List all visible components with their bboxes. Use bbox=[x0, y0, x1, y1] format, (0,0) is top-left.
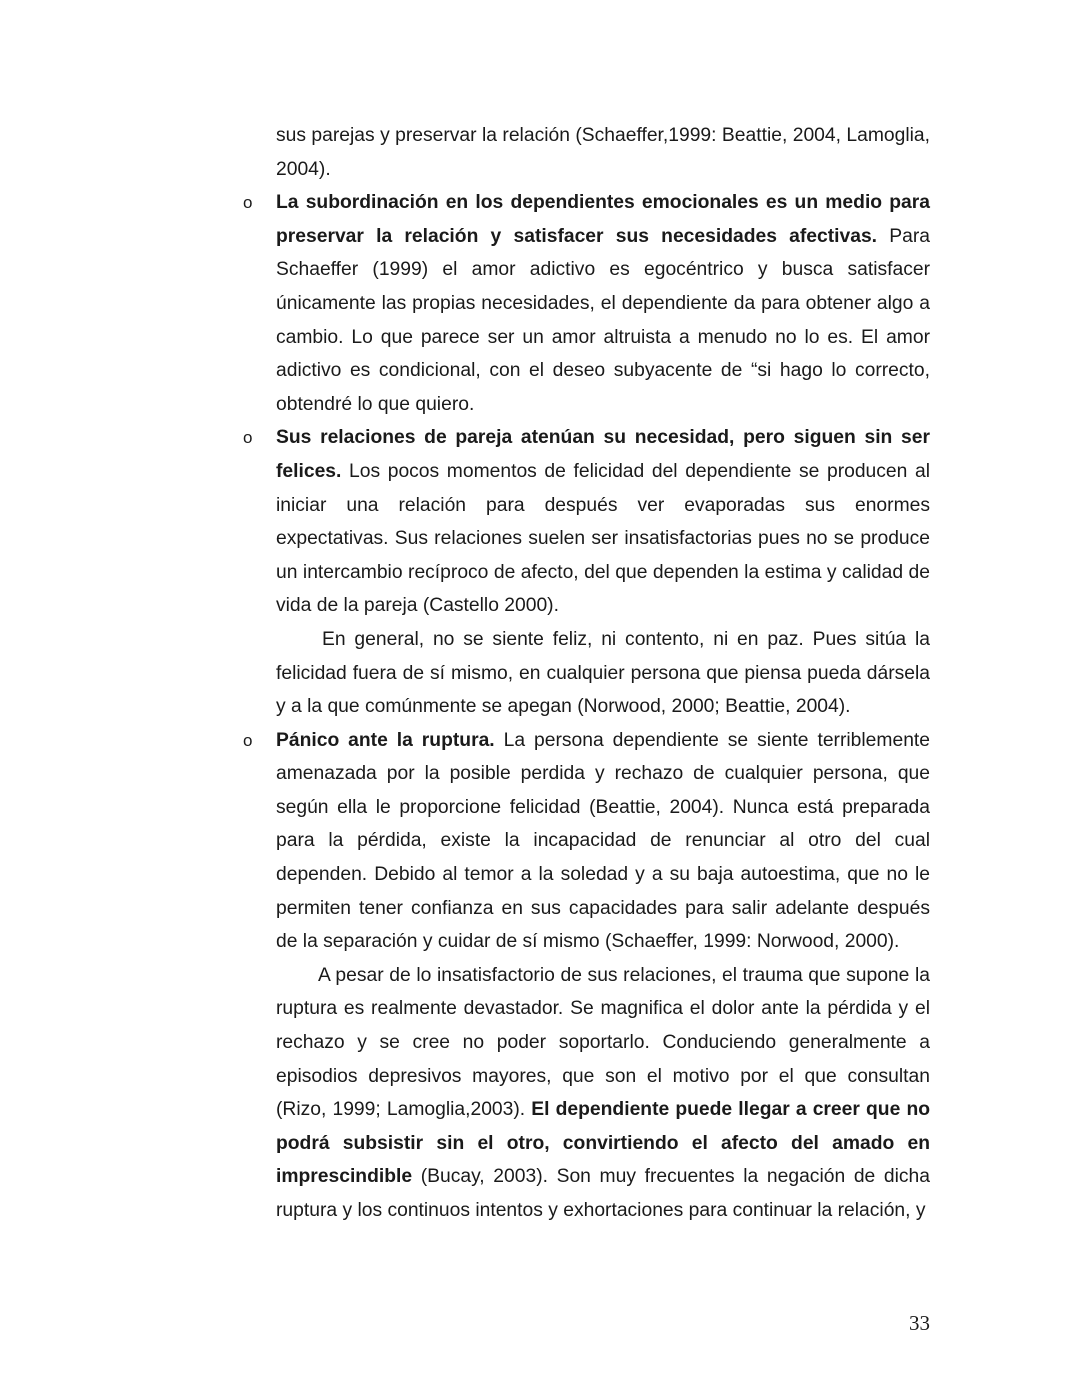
bullet-paragraph bbox=[276, 421, 930, 623]
list-item bbox=[243, 186, 930, 421]
bullet-paragraph bbox=[276, 186, 930, 421]
followup-paragraph: En general, no se siente feliz, ni contento, ni en paz. Pues sitúa la felicidad fuera de sí mismo, en cualquier persona que piensa pueda dársela y a la que comúnmente se apegan (Norwood, 2000; Beattie, 2004). bbox=[276, 628, 930, 718]
bullet-circle-icon: o bbox=[243, 193, 253, 213]
list-item bbox=[243, 421, 930, 723]
bullet-paragraph bbox=[276, 724, 930, 959]
bullet-heading: Sus relaciones de pareja atenúan su necesidad, pero siguen sin ser felices. bbox=[276, 427, 930, 482]
closing-text-1: A pesar de lo insatisfactorio de sus relaciones, el trauma que supone la ruptura es realmente devastador. Se magnifica el dolor ante la pérdida y el rechazo y se cree no poder soportarlo. Conduciendo generalmente a episodios depresivos mayores, que son el motivo por el que consultan (Rizo, 1999; Lamoglia,2003). bbox=[276, 964, 930, 1121]
bullet-circle-icon: o bbox=[243, 730, 253, 750]
list-item bbox=[243, 724, 930, 959]
closing-paragraph bbox=[276, 959, 930, 1228]
closing-bold-statement: El dependiente puede llegar a creer que no podrá subsistir sin el otro, convirtiendo el afecto del amado en imprescindible bbox=[276, 1099, 930, 1188]
closing-text-2: (Bucay, 2003). Son muy frecuentes la negación de dicha ruptura y los continuos intentos y exhortaciones para continuar la relación, y bbox=[276, 1166, 930, 1221]
bullet-circle-icon: o bbox=[243, 428, 253, 448]
page-number: 33 bbox=[909, 1311, 930, 1335]
bullet-heading: La subordinación en los dependientes emocionales es un medio para preservar la relación y satisfacer sus necesidades afectivas. bbox=[276, 192, 930, 247]
page-body bbox=[243, 119, 930, 1228]
bullet-heading: Pánico ante la ruptura. bbox=[276, 729, 495, 751]
bullet-body: Los pocos momentos de felicidad del dependiente se producen al iniciar una relación para después ver evaporadas sus enormes expectativas. Sus relaciones suelen ser insatisfactorias pues no se produce un intercambio recíproco de afecto, del que dependen la estima y calidad de vida de la pareja (Castello 2000). bbox=[276, 460, 930, 617]
continuation-paragraph: sus parejas y preservar la relación (Schaeffer,1999: Beattie, 2004, Lamoglia, 2004). bbox=[276, 125, 930, 180]
bullet-body: Para Schaeffer (1999) el amor adictivo es egocéntrico y busca satisfacer únicamente las propias necesidades, el dependiente da para obtener algo a cambio. Lo que parece ser un amor altruista a menudo no lo es. El amor adictivo es condicional, con el deseo subyacente de “si hago lo correcto, obtendré lo que quiero. bbox=[276, 225, 930, 415]
bullet-body: La persona dependiente se siente terriblemente amenazada por la posible perdida y rechazo de cualquier persona, que según ella le proporcione felicidad (Beattie, 2004). Nunca está preparada para la pérdida, existe la incapacidad de renunciar al otro del cual dependen. Debido al temor a la soledad y a su baja autoestima, que no le permiten tener confianza en sus capacidades para salir adelante después de la separación y cuidar de sí mismo (Schaeffer, 1999: Norwood, 2000). bbox=[276, 729, 930, 953]
